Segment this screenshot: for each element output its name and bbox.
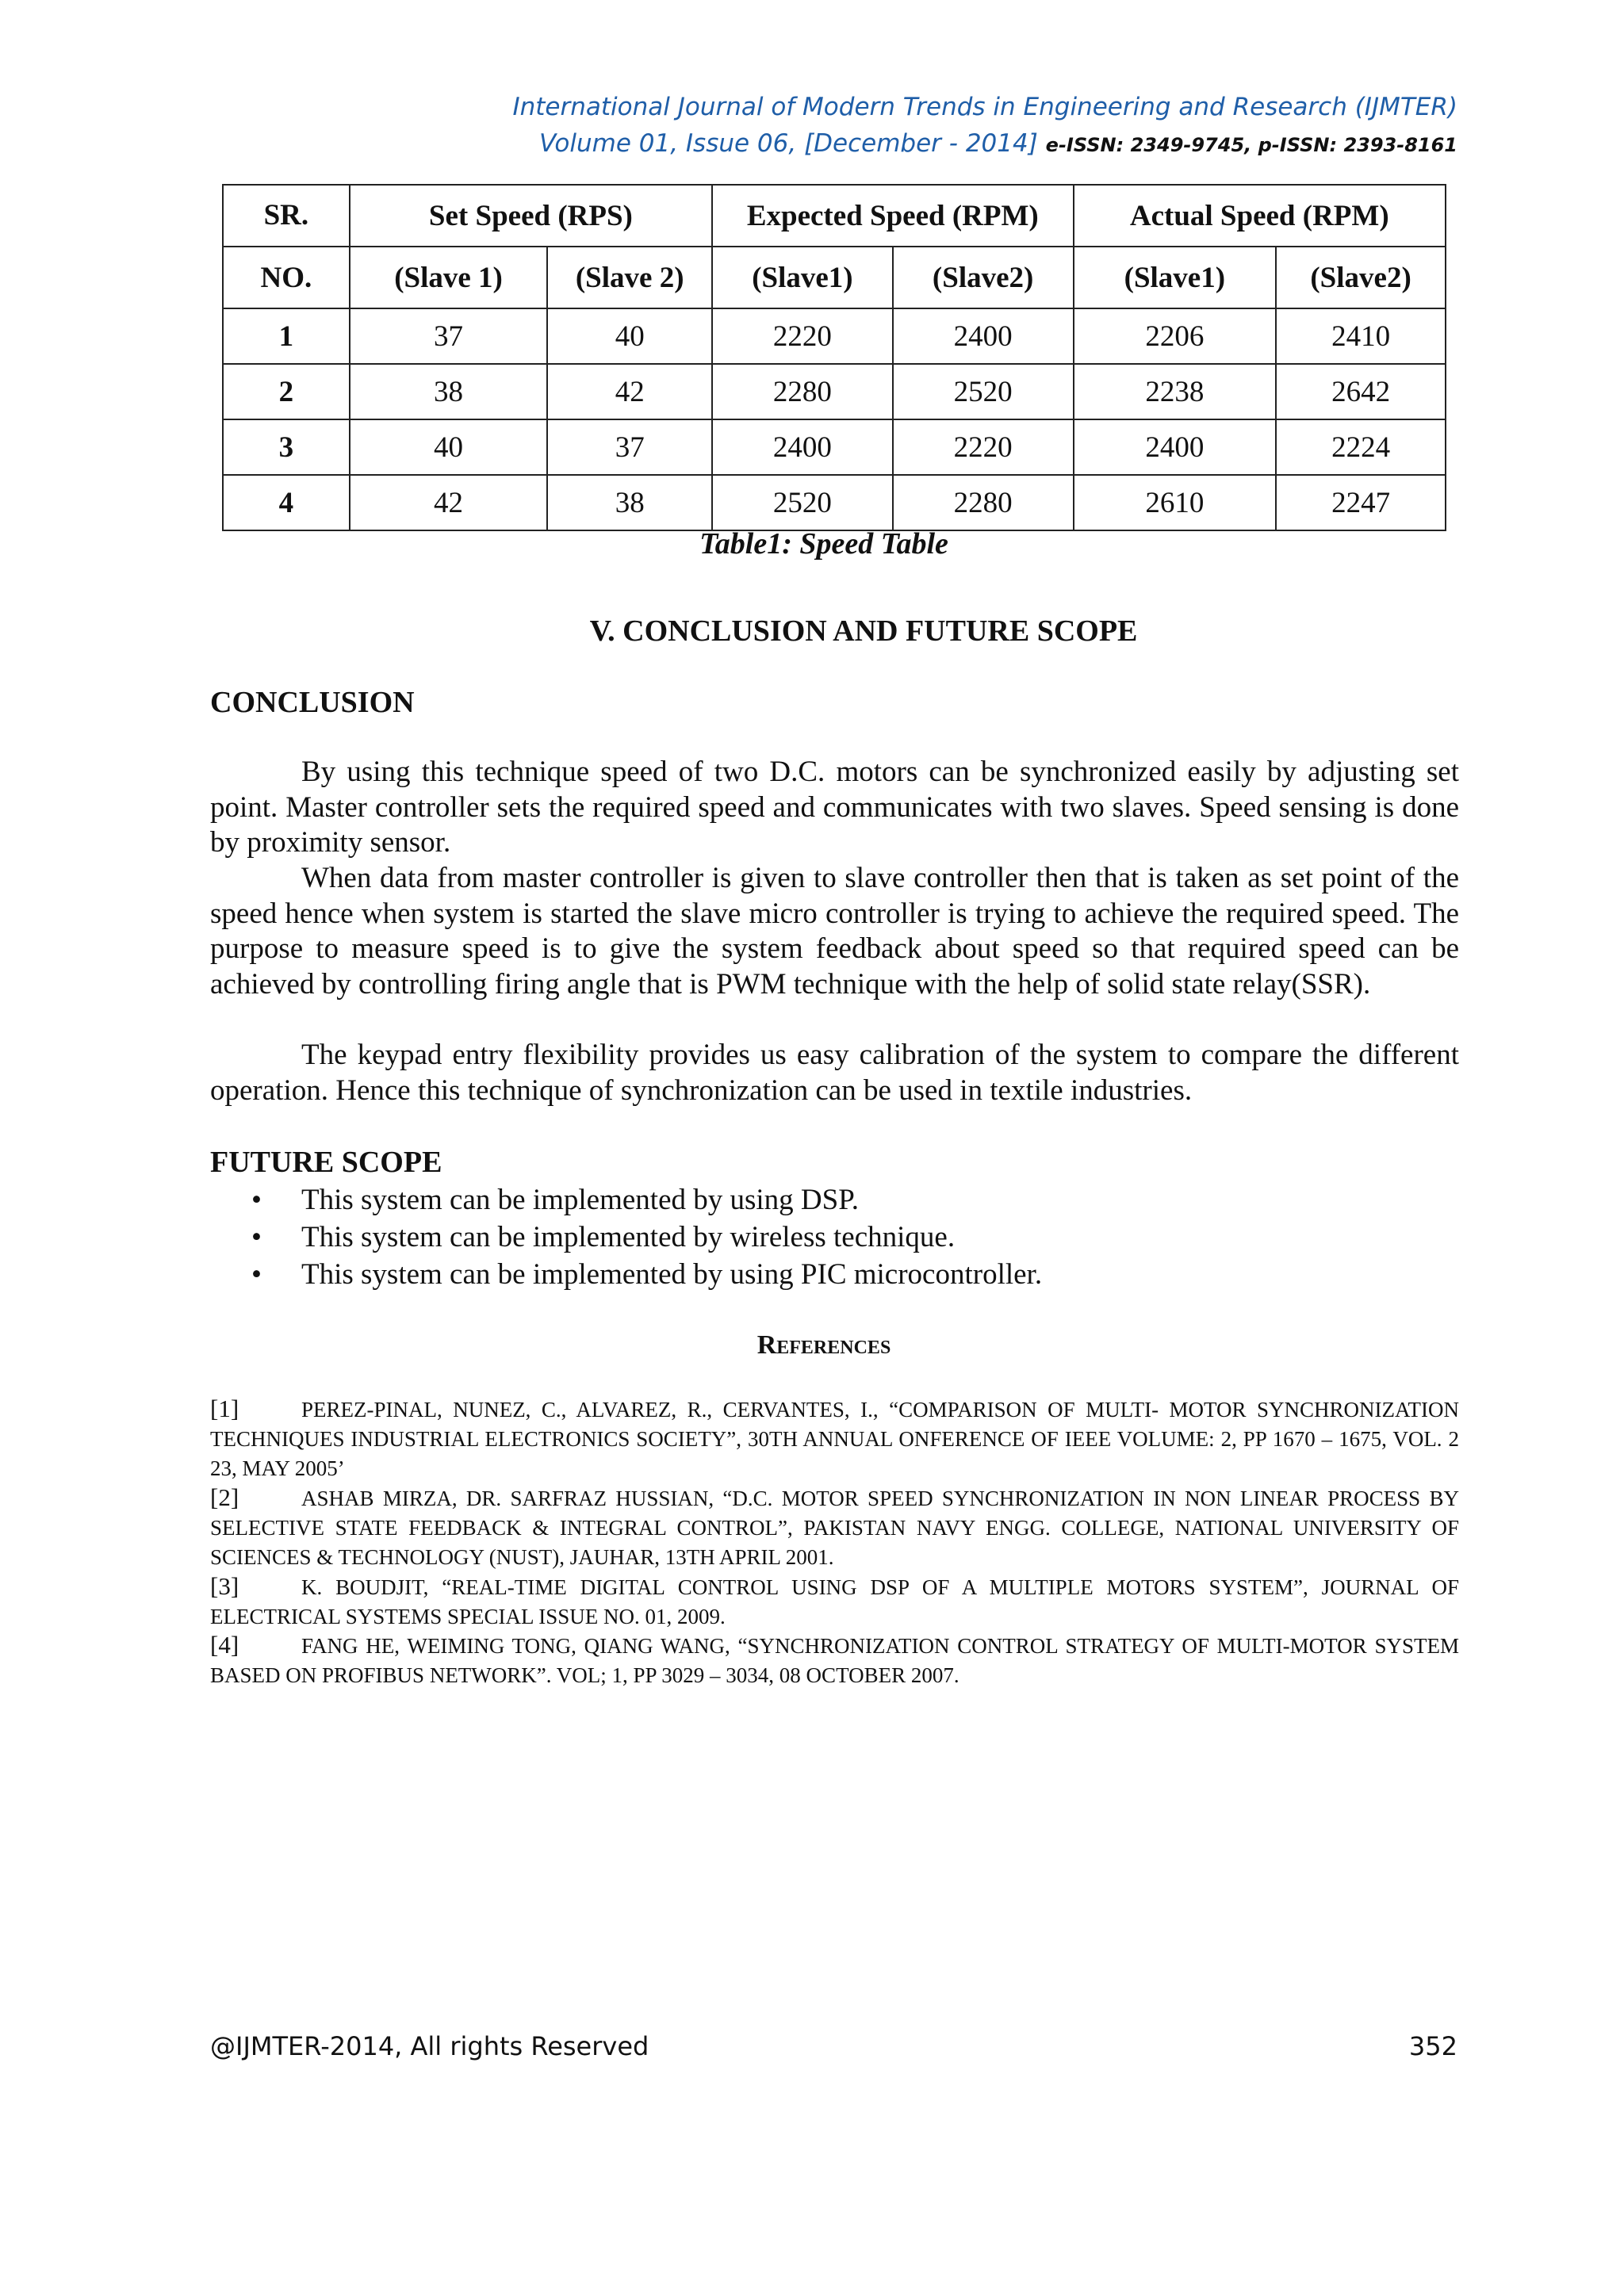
table-cell: 1: [223, 308, 350, 364]
table-cell: 2280: [712, 364, 893, 419]
table-cell: 37: [350, 308, 548, 364]
table-cell: 2224: [1276, 419, 1446, 475]
future-scope-list: [210, 1181, 1459, 1293]
footer-copyright: @IJMTER-2014, All rights Reserved: [210, 2031, 649, 2061]
table-header-row-1: [223, 185, 1446, 247]
table-cell: 2520: [712, 475, 893, 530]
table-cell: 2642: [1276, 364, 1446, 419]
table-cell: 42: [350, 475, 548, 530]
table-cell: 40: [547, 308, 712, 364]
conclusion-paragraph-3: The keypad entry flexibility provides us easy calibration of the system to compare the different operation. Hence this technique of synchronization can be used in textile industries.: [210, 1039, 1459, 1107]
table-cell: 2220: [893, 419, 1074, 475]
references-title: References: [756, 1330, 891, 1360]
actual-speed-header: Actual Speed (RPM): [1074, 185, 1446, 247]
future-scope-heading: FUTURE SCOPE: [210, 1146, 442, 1179]
table-row: [223, 364, 1446, 419]
table-cell: 2400: [893, 308, 1074, 364]
table-cell: 38: [547, 475, 712, 530]
page-number: 352: [1408, 2031, 1457, 2061]
table-header-row-2: [223, 247, 1446, 308]
table-cell: 2400: [712, 419, 893, 475]
table-row: [223, 475, 1446, 530]
sub-header: (Slave 1): [350, 247, 548, 308]
conclusion-paragraph-2: When data from master controller is given to slave controller then that is taken as set point of the speed hence when system is started the slave micro controller is trying to achieve the required speed. The purpose to measure speed is to give the system feedback about speed so that required speed can be achieved by controlling firing angle that is PWM technique with the help of solid state relay(SSR).: [210, 862, 1459, 1001]
journal-header: [512, 89, 1457, 163]
bullet-icon: •: [251, 1184, 262, 1216]
table-cell: 2280: [893, 475, 1074, 530]
table-cell: 2238: [1074, 364, 1277, 419]
table-cell: 2220: [712, 308, 893, 364]
bullet-icon: •: [251, 1258, 262, 1291]
sub-header: (Slave 2): [547, 247, 712, 308]
journal-issn: e-ISSN: 2349-9745, p-ISSN: 2393-8161: [1045, 134, 1457, 156]
sub-header: (Slave1): [712, 247, 893, 308]
no-header: NO.: [223, 247, 350, 308]
sr-header: SR.: [223, 185, 350, 247]
sub-header: (Slave2): [893, 247, 1074, 308]
table-cell: 4: [223, 475, 350, 530]
bullet-icon: •: [251, 1221, 262, 1253]
table-cell: 40: [350, 419, 548, 475]
reference-item: [2] ASHAB MIRZA, DR. SARFRAZ HUSSIAN, “D.C. MOTOR SPEED SYNCHRONIZATION IN NON LINEAR PROCESS BY SELECTIVE STATE FEEDBACK & INTEGRAL CONTROL”, PAKISTAN NAVY ENGG. COLLEGE, NATIONAL UNIVERSITY OF SCIENCES & TECHNOLOGY (NUST), JAUHAR, 13TH APRIL 2001.: [210, 1483, 1459, 1569]
journal-volume: Volume 01, Issue 06, [December - 2014]: [539, 129, 1038, 158]
table-row: [223, 308, 1446, 364]
expected-speed-header: Expected Speed (RPM): [712, 185, 1073, 247]
conclusion-paragraph-1: By using this technique speed of two D.C. motors can be synchronized easily by adjusting set point. Master controller sets the required speed and communicates with two slaves. Speed sensing is done by proximity sensor.: [210, 756, 1459, 859]
list-item: • This system can be implemented by using DSP.: [210, 1181, 1459, 1219]
table-cell: 42: [547, 364, 712, 419]
table-cell: 2400: [1074, 419, 1277, 475]
sub-header: (Slave1): [1074, 247, 1277, 308]
table-cell: 2247: [1276, 475, 1446, 530]
journal-title: International Journal of Modern Trends in Engineering and Research (IJMTER): [512, 93, 1457, 121]
list-item: • This system can be implemented by wireless technique.: [210, 1219, 1459, 1256]
table-cell: 2: [223, 364, 350, 419]
table-cell: 37: [547, 419, 712, 475]
table-cell: 2610: [1074, 475, 1277, 530]
speed-table: [222, 184, 1446, 531]
sub-header: (Slave2): [1276, 247, 1446, 308]
reference-item: [3] K. BOUDJIT, “REAL-TIME DIGITAL CONTROL USING DSP OF A MULTIPLE MOTORS SYSTEM”, JOURNAL OF ELECTRICAL SYSTEMS SPECIAL ISSUE NO. 01, 2009.: [210, 1572, 1459, 1628]
set-speed-header: Set Speed (RPS): [350, 185, 712, 247]
journal-volume-line: [512, 125, 1457, 163]
table-cell: 2206: [1074, 308, 1277, 364]
reference-item: [1] PEREZ-PINAL, NUNEZ, C., ALVAREZ, R., CERVANTES, I., “COMPARISON OF MULTI- MOTOR SYNCHRONIZATION TECHNIQUES INDUSTRIAL ELECTRONICS SOCIETY”, 30TH ANNUAL ONFERENCE OF IEEE VOLUME: 2, PP 1670 – 1675, VOL. 2 23, MAY 2005’: [210, 1395, 1459, 1480]
section-title: V. CONCLUSION AND FUTURE SCOPE: [589, 614, 1138, 648]
table-cell: 3: [223, 419, 350, 475]
table-cell: 38: [350, 364, 548, 419]
conclusion-heading: CONCLUSION: [210, 686, 415, 719]
table-cell: 2410: [1276, 308, 1446, 364]
table-cell: 2520: [893, 364, 1074, 419]
list-item: • This system can be implemented by using PIC microcontroller.: [210, 1256, 1459, 1293]
table-row: [223, 419, 1446, 475]
reference-item: [4] FANG HE, WEIMING TONG, QIANG WANG, “SYNCHRONIZATION CONTROL STRATEGY OF MULTI-MOTOR SYSTEM BASED ON PROFIBUS NETWORK”. VOL; 1, PP 3029 – 3034, 08 OCTOBER 2007.: [210, 1631, 1459, 1687]
table-caption: Table1: Speed Table: [699, 527, 948, 561]
